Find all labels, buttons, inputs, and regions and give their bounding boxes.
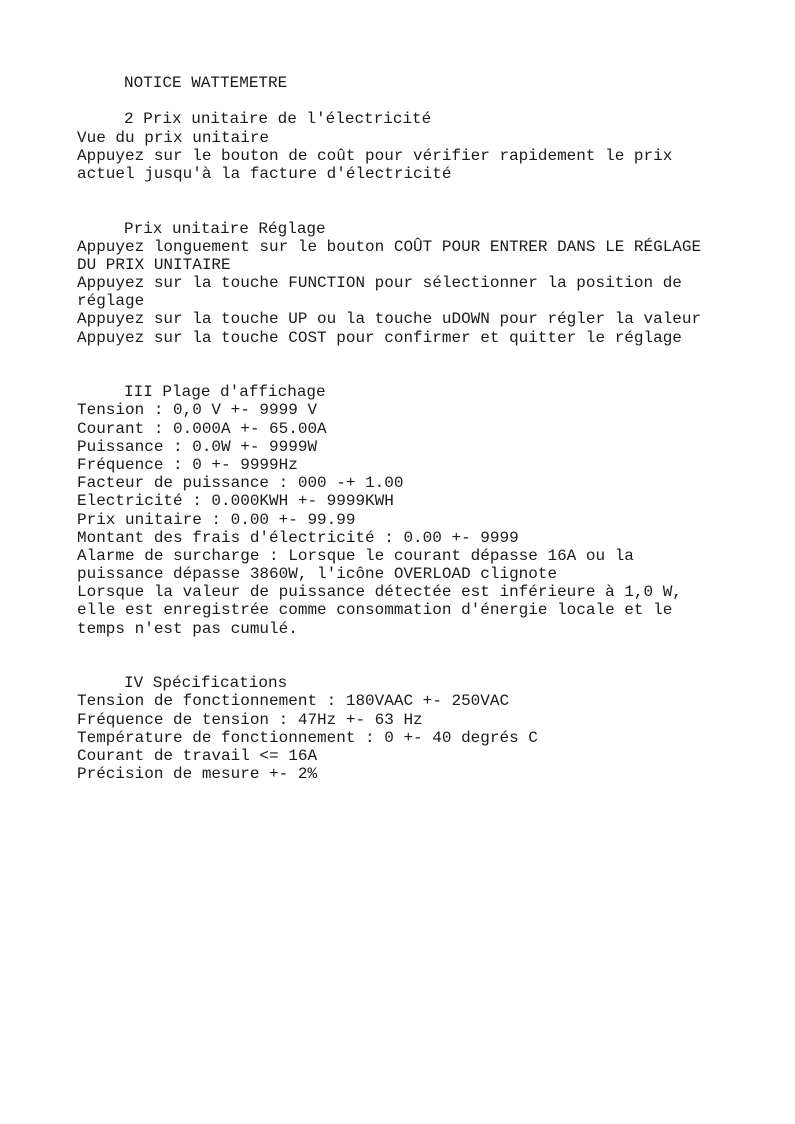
section-line: Lorsque la valeur de puissance détectée est inférieure à 1,0 W, xyxy=(77,583,682,602)
section-line: temps n'est pas cumulé. xyxy=(77,619,298,638)
section-line: Puissance : 0.0W +- 9999W xyxy=(77,437,318,456)
section-line: Electricité : 0.000KWH +- 9999KWH xyxy=(77,492,394,511)
section-line: Appuyez longuement sur le bouton COÛT POUR ENTRER DANS LE RÉGLAGE xyxy=(77,237,702,256)
spacer xyxy=(77,347,757,383)
section-heading-specifications: IV Spécifications xyxy=(124,674,288,693)
section-line: réglage xyxy=(77,292,145,311)
document-title: NOTICE WATTEMETRE xyxy=(124,74,288,92)
section-line: DU PRIX UNITAIRE xyxy=(77,255,231,274)
spacer xyxy=(77,92,757,110)
section-line: Montant des frais d'électricité : 0.00 +- 9999 xyxy=(77,528,519,547)
section-line: Prix unitaire : 0.00 +- 99.99 xyxy=(77,510,356,529)
section-line: Température de fonctionnement : 0 +- 40 degrés C xyxy=(77,728,538,747)
section-line: Appuyez sur le bouton de coût pour vérifier rapidement le prix xyxy=(77,146,673,165)
section-line: elle est enregistrée comme consommation d'énergie locale et le xyxy=(77,601,673,620)
section-line: Appuyez sur la touche UP ou la touche uDOWN pour régler la valeur xyxy=(77,310,702,329)
section-line: Appuyez sur la touche FUNCTION pour sélectionner la position de xyxy=(77,274,682,293)
section-line: Courant : 0.000A +- 65.00A xyxy=(77,419,327,438)
section-line: Facteur de puissance : 000 -+ 1.00 xyxy=(77,474,404,493)
section-line: Alarme de surcharge : Lorsque le courant dépasse 16A ou la xyxy=(77,546,634,565)
section-heading-prix-unitaire: 2 Prix unitaire de l'électricité xyxy=(124,110,432,129)
section-line: Tension : 0,0 V +- 9999 V xyxy=(77,401,318,420)
section-line: Appuyez sur la touche COST pour confirmer et quitter le réglage xyxy=(77,328,682,347)
section-line: puissance dépasse 3860W, l'icône OVERLOAD clignote xyxy=(77,565,558,584)
section-heading-plage-affichage: III Plage d'affichage xyxy=(124,383,326,402)
section-line: Fréquence de tension : 47Hz +- 63 Hz xyxy=(77,710,423,729)
section-heading-reglage: Prix unitaire Réglage xyxy=(124,219,326,238)
section-line: Tension de fonctionnement : 180VAAC +- 250VAC xyxy=(77,692,510,711)
section-line: Vue du prix unitaire xyxy=(77,128,270,147)
document-body xyxy=(77,74,757,783)
spacer xyxy=(77,183,757,219)
section-line: Fréquence : 0 +- 9999Hz xyxy=(77,455,298,474)
section-line: Courant de travail <= 16A xyxy=(77,746,318,765)
section-line: Précision de mesure +- 2% xyxy=(77,765,318,784)
spacer xyxy=(77,638,757,674)
section-line: actuel jusqu'à la facture d'électricité xyxy=(77,164,452,183)
